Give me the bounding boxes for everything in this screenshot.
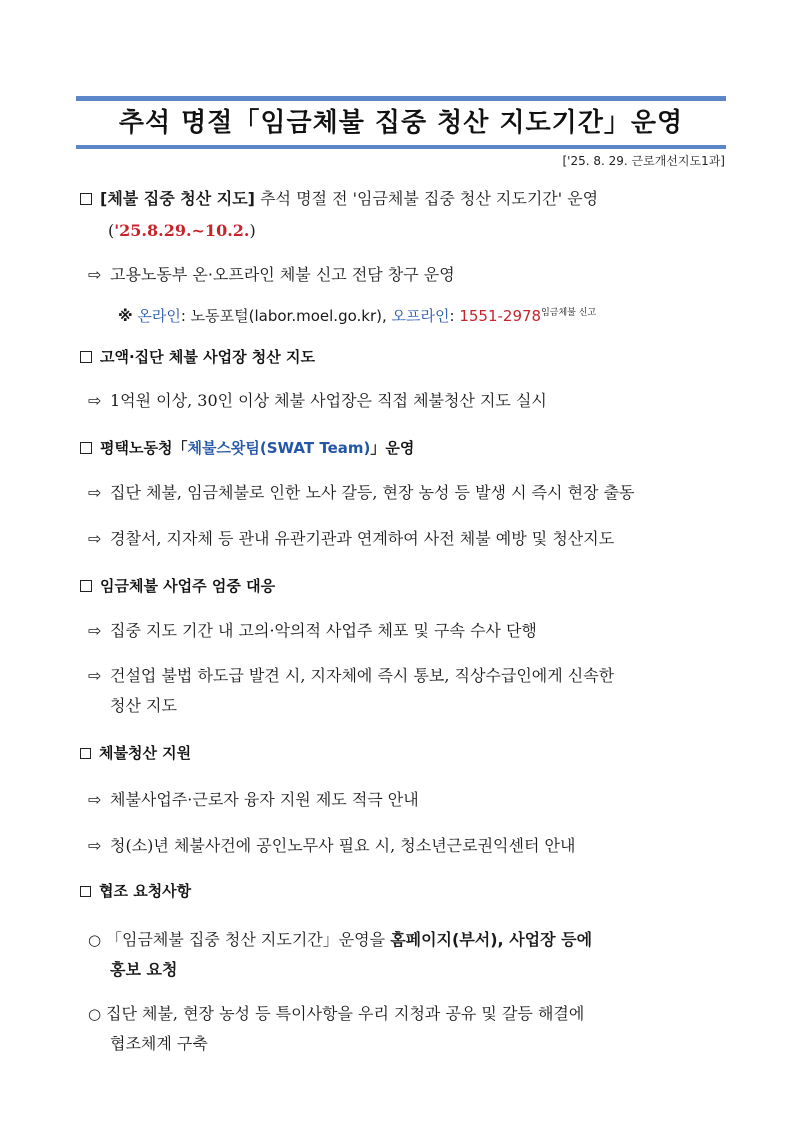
checkbox-icon (80, 580, 92, 592)
item-text-bold: 홈페이지(부서), 사업장 등에 (390, 930, 593, 949)
checkbox-icon (80, 351, 92, 363)
online-value: : 노동포털(labor.moel.go.kr), (180, 307, 392, 325)
checkbox-icon (80, 886, 91, 897)
page-title: 추석 명절「임금체불 집중 청산 지도기간」운영 (118, 108, 684, 138)
online-label: 온라인 (137, 307, 181, 325)
title-rule-top (76, 96, 726, 101)
note-mark: ※ (118, 307, 133, 325)
section-4-item-2-cont (110, 690, 177, 722)
section-4-item-2 (88, 660, 614, 692)
item-text: 경찰서, 지자체 등 관내 유관기관과 연계하여 사전 체불 예방 및 청산지도 (110, 529, 615, 548)
section-5-item-2 (88, 830, 575, 862)
heading-swat: 체불스왓팀(SWAT Team) (187, 439, 371, 457)
item-text-pre: 「임금체불 집중 청산 지도기간」운영을 (106, 930, 391, 949)
heading-post: 」운영 (370, 439, 415, 457)
title-rule-bottom (76, 145, 726, 149)
section-3-item-1 (88, 477, 635, 509)
item-text-line2: 협조체계 구축 (110, 1034, 208, 1053)
section-5-heading (80, 742, 191, 763)
checkbox-icon (80, 748, 91, 759)
arrow-right-outline-icon: ⇨ (88, 265, 102, 284)
heading-text: 체불청산 지원 (99, 744, 192, 762)
circle-bullet-icon: ○ (88, 1005, 102, 1023)
section-1-heading (80, 183, 598, 215)
section-1-heading-rest: 추석 명절 전 '임금체불 집중 청산 지도기간' 운영 (254, 189, 599, 208)
checkbox-icon (80, 193, 92, 205)
heading-text: 임금체불 사업주 엄중 대응 (100, 577, 276, 595)
heading-text: 고액·집단 체불 사업장 청산 지도 (100, 348, 315, 366)
period-close: ) (249, 221, 256, 240)
item-text: 청(소)년 체불사건에 공인노무사 필요 시, 청소년근로권익센터 안내 (110, 836, 576, 855)
period-dates: '25.8.29.~10.2. (114, 221, 250, 240)
section-1-heading-bold: [체불 집중 청산 지도] (100, 189, 255, 208)
section-2-heading (80, 346, 315, 367)
arrow-right-outline-icon: ⇨ (88, 529, 102, 548)
arrow-right-outline-icon: ⇨ (88, 666, 102, 685)
section-6-item-2 (88, 998, 584, 1030)
section-2-item-1 (88, 385, 547, 417)
section-4-heading (80, 575, 275, 596)
item-text: 체불사업주·근로자 융자 지원 제도 적극 안내 (110, 790, 419, 809)
offline-label: 오프라인 (391, 307, 450, 325)
item-text-line1: 건설업 불법 하도급 발견 시, 지자체에 즉시 통보, 직상수급인에게 신속한 (110, 666, 615, 685)
checkbox-icon (80, 442, 92, 454)
section-6-heading (80, 880, 191, 901)
section-1-period (108, 215, 256, 247)
item-text: 집중 지도 기간 내 고의·악의적 사업주 체포 및 구속 수사 단행 (110, 621, 537, 640)
section-6-item-1-cont (110, 954, 177, 986)
department-date: ['25. 8. 29. 근로개선지도1과] (562, 154, 725, 168)
item-text-line2: 청산 지도 (110, 696, 177, 715)
section-6-item-1 (88, 924, 592, 956)
heading-pre: 평택노동청「 (100, 439, 188, 457)
section-3-heading (80, 437, 414, 458)
item-text-line2: 홍보 요청 (110, 960, 178, 979)
item-text: 1억원 이상, 30인 이상 체불 사업장은 직접 체불청산 지도 실시 (110, 391, 547, 410)
arrow-right-outline-icon: ⇨ (88, 790, 102, 809)
arrow-right-outline-icon: ⇨ (88, 836, 102, 855)
arrow-right-outline-icon: ⇨ (88, 483, 102, 502)
heading-text: 협조 요청사항 (99, 882, 192, 900)
item-text: 고용노동부 온·오프라인 체불 신고 전담 창구 운영 (110, 265, 455, 284)
section-6-item-2-cont (110, 1028, 208, 1060)
section-1-note (118, 297, 596, 332)
period-open: ( (108, 221, 115, 240)
arrow-right-outline-icon: ⇨ (88, 391, 102, 410)
offline-sup: 임금체불 신고 (541, 308, 597, 318)
section-5-item-1 (88, 784, 419, 816)
item-text: 집단 체불, 임금체불로 인한 노사 갈등, 현장 농성 등 발생 시 즉시 현장 출동 (110, 483, 635, 502)
arrow-right-outline-icon: ⇨ (88, 621, 102, 640)
item-text-line1: 집단 체불, 현장 농성 등 특이사항을 우리 지청과 공유 및 갈등 해결에 (106, 1004, 585, 1023)
section-1-item-1 (88, 259, 455, 291)
offline-colon: : (449, 307, 460, 325)
circle-bullet-icon: ○ (88, 931, 102, 949)
offline-phone: 1551-2978 (459, 307, 542, 325)
section-3-item-2 (88, 523, 614, 555)
section-4-item-1 (88, 615, 537, 647)
